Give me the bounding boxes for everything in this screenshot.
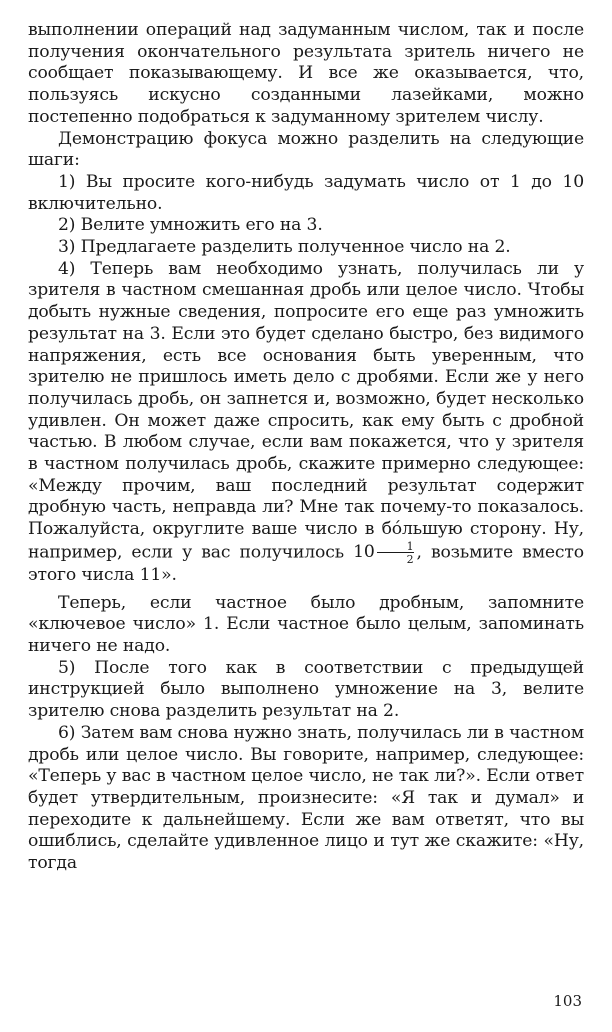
step-2: 2) Велите умножить его на 3. [58, 215, 323, 236]
paragraph-key-number: Теперь, если частное было дробным, запомните «ключевое число» 1. Если частное было целым, запоминать ничего не надо. [28, 592, 584, 656]
paragraph-steps-intro: Демонстрацию фокуса можно разделить на следующие шаги: [28, 128, 584, 171]
step-3: 3) Предлагаете разделить полученное число на 2. [58, 237, 511, 258]
fraction-denominator: 2 [377, 552, 414, 565]
step-1: 1) Вы просите кого-нибудь задумать число от 1 до 10 включительно. [28, 171, 584, 214]
fraction-value [353, 539, 416, 566]
fraction-numerator: 1 [406, 539, 414, 553]
step-6: 6) Затем вам снова нужно знать, получилась ли в частном дробь или целое число. Вы говорите, например, следующее: «Теперь у вас в частном целое число, не так ли?». Если ответ будет утвердительным, произнесите: «Я так и думал» и переходите к дальнейшему. Если же вам ответят, что вы ошиблись, сделайте удивленное лицо и тут же скажите: «Ну, тогда [28, 722, 584, 874]
step-4-text-end: , возьмите вместо этого числа 11». [28, 542, 584, 585]
step-5: 5) После того как в соответствии с предыдущей инструкцией было выполнено умножение на 3, велите зрителю снова разделить результат на 2. [28, 657, 584, 722]
step-4 [28, 259, 584, 587]
fraction [377, 541, 414, 565]
paragraph-continuation: выполнении операций над задуманным числом, так и после получения окончательного результата зритель ничего не сообщает показывающему. И все же оказывается, что, пользуясь искусно созданными лазейками, можно постепенно подобраться к задуманному зрителем числу. [28, 20, 584, 127]
fraction-whole: 10 [353, 542, 375, 563]
step-4-text: 4) Теперь вам необходимо узнать, получилась ли у зрителя в частном смешанная дробь или целое число. Чтобы добыть нужные сведения, попросите его еще раз умножить результат на 3. Если это будет сделано быстро, без видимого напряжения, есть все основания быть уверенным, что зрителю не пришлось иметь дело с дробями. Если же у него получилась дробь, он запнется и, возможно, будет несколько удивлен. Он может даже спросить, как ему быть с дробной частью. В любом случае, если вам покажется, что у зрителя в частном получилась дробь, скажите примерно следующее: «Между прочим, ваш последний результат содержит дробную часть, неправда ли? Мне так почему-то показалось. Пожалуйста, округлите ваше число в бóльшую сторону. Ну, например, если у вас получилось [28, 258, 584, 563]
body-text [28, 20, 584, 875]
page-number: 103 [553, 992, 582, 1010]
